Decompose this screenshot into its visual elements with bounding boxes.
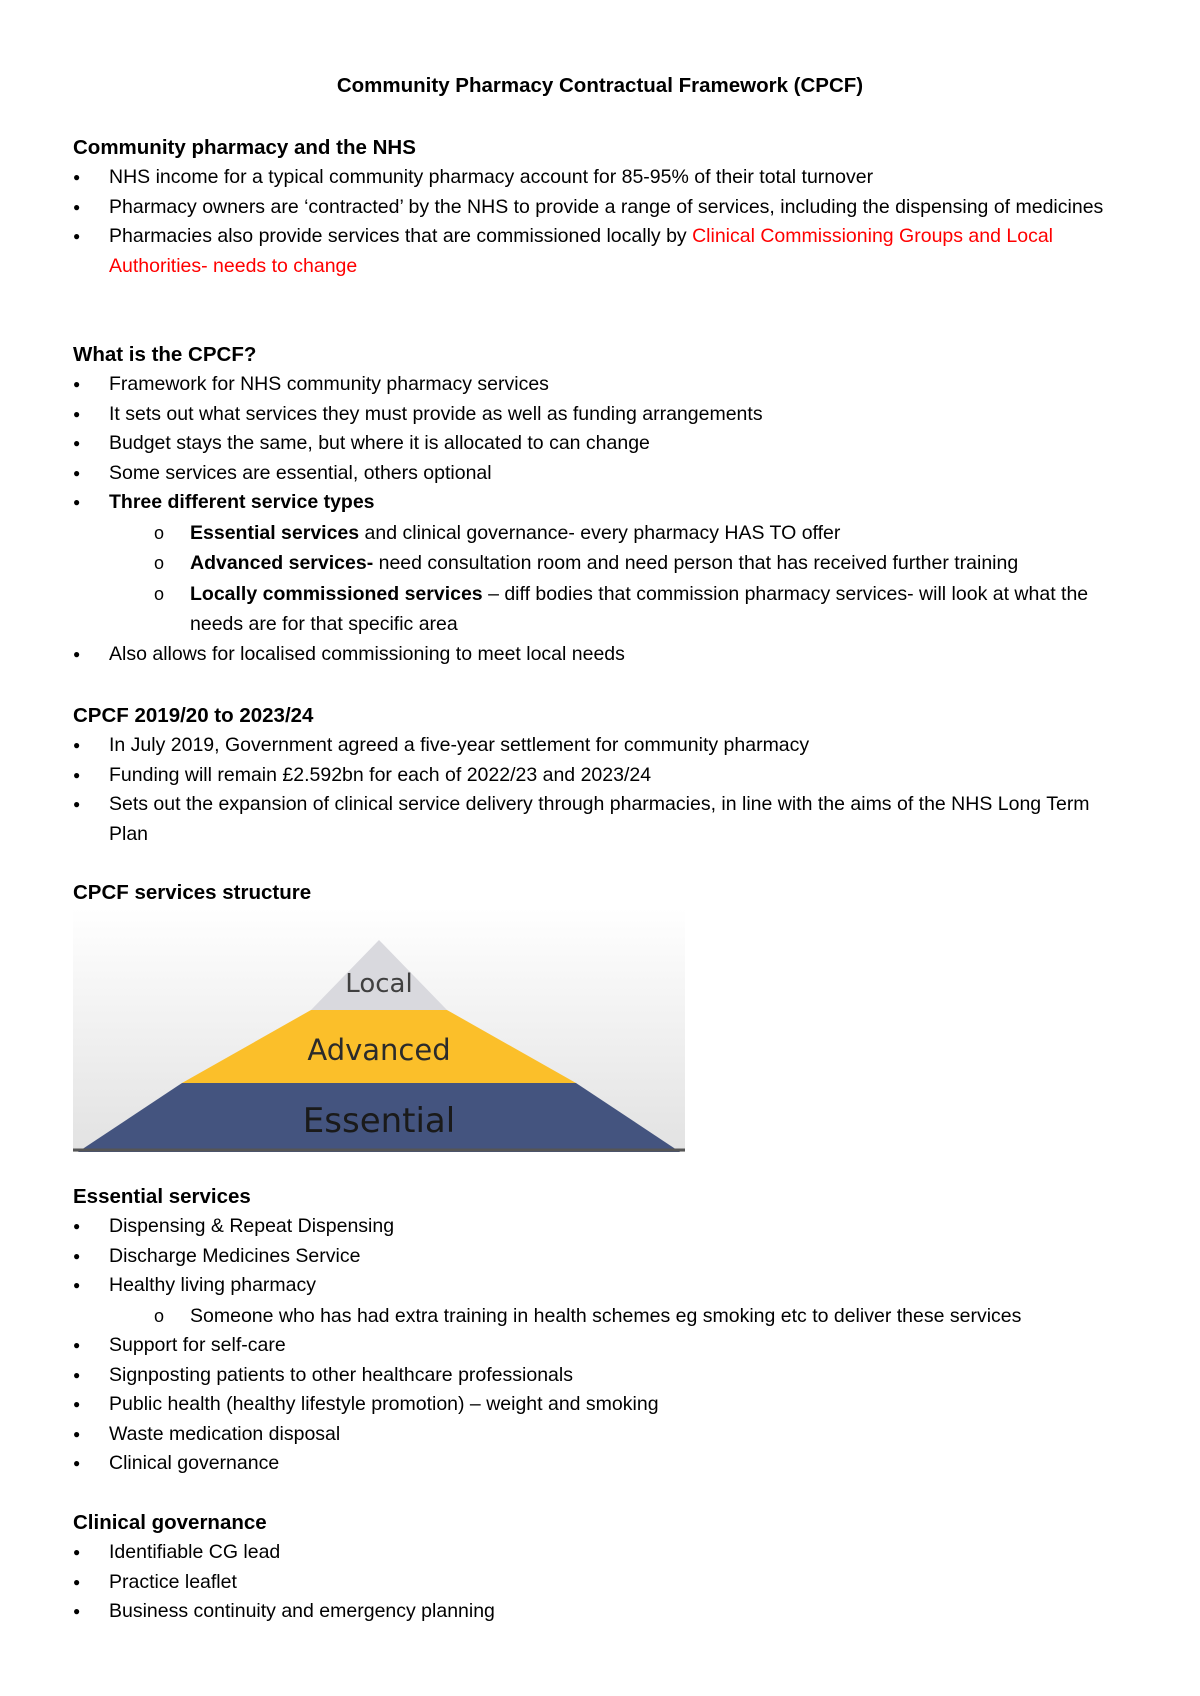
sub-list-item	[109, 579, 1133, 640]
list-item: ● Dispensing & Repeat Dispensing	[73, 1212, 1133, 1242]
section-services-structure	[73, 878, 1133, 908]
section-heading: CPCF services structure	[73, 881, 312, 904]
term: Advanced services-	[190, 552, 374, 574]
list-item: ● NHS income for a typical community pharmacy account for 85-95% of their total turnover	[73, 163, 1133, 193]
section-community-pharmacy	[73, 133, 1133, 281]
tier-label-advanced: Advanced	[307, 1033, 451, 1067]
list-item: ● Discharge Medicines Service	[73, 1242, 1133, 1272]
term: Essential services	[190, 521, 360, 544]
sub-list	[109, 1301, 1133, 1332]
list-item-text: Healthy living pharmacy	[109, 1274, 317, 1296]
section-heading: Community pharmacy and the NHS	[73, 136, 416, 159]
service-pyramid-diagram	[73, 908, 685, 1152]
list-item: ● Sets out the expansion of clinical service delivery through pharmacies, in line with the aims of the NHS Long Term Plan	[73, 790, 1133, 849]
list-item: ● Public health (healthy lifestyle promotion) – weight and smoking	[73, 1390, 1133, 1420]
list-item: ● Business continuity and emergency planning	[73, 1597, 1133, 1627]
term-description: need consultation room and need person that has received further training	[373, 552, 1019, 574]
list-item-text: Pharmacies also provide services that are commissioned locally by	[109, 225, 693, 247]
bullet-list	[73, 731, 1133, 849]
list-item: ● Waste medication disposal	[73, 1420, 1133, 1450]
list-item: ● Signposting patients to other healthcare professionals	[73, 1361, 1133, 1391]
highlighted-note: Clinical Commissioning Groups and Local Authorities- needs to change	[109, 225, 1053, 277]
list-item: ● Support for self-care	[73, 1331, 1133, 1361]
sub-list-item	[109, 548, 1133, 579]
section-heading: CPCF 2019/20 to 2023/24	[73, 704, 314, 727]
service-types-heading: Three different service types	[109, 491, 375, 513]
bullet-list	[73, 370, 1133, 669]
sub-list-item: o Someone who has had extra training in health schemes eg smoking etc to deliver these services	[109, 1301, 1133, 1332]
list-item: ● Identifiable CG lead	[73, 1538, 1133, 1568]
list-item: ● Budget stays the same, but where it is allocated to can change	[73, 429, 1133, 459]
bullet-list	[73, 1538, 1133, 1627]
list-item: ● Practice leaflet	[73, 1568, 1133, 1598]
list-item: ● Pharmacy owners are ‘contracted’ by the NHS to provide a range of services, including the dispensing of medicines	[73, 193, 1133, 223]
list-item	[73, 488, 1133, 640]
list-item: ● Funding will remain £2.592bn for each of 2022/23 and 2023/24	[73, 761, 1133, 791]
tier-label-local: Local	[345, 969, 413, 999]
list-item: ● In July 2019, Government agreed a five-year settlement for community pharmacy	[73, 731, 1133, 761]
list-item: ● Framework for NHS community pharmacy services	[73, 370, 1133, 400]
section-cpcf-settlement	[73, 701, 1133, 849]
section-heading: Clinical governance	[73, 1511, 267, 1534]
sub-list	[109, 518, 1133, 640]
tier-label-essential: Essential	[302, 1101, 456, 1141]
term-description: – diff bodies that commission pharmacy services- will look at what the needs are for that specific area	[190, 582, 1089, 635]
bullet-list	[73, 163, 1133, 281]
list-item: ● Clinical governance	[73, 1449, 1133, 1479]
term-description: and clinical governance- every pharmacy HAS TO offer	[359, 521, 841, 544]
bullet-list	[73, 1212, 1133, 1479]
list-item	[73, 1271, 1133, 1331]
list-item: ● It sets out what services they must provide as well as funding arrangements	[73, 400, 1133, 430]
list-item	[73, 222, 1133, 281]
term: Locally commissioned services	[190, 582, 483, 605]
section-heading: What is the CPCF?	[73, 343, 257, 366]
section-heading: Essential services	[73, 1185, 251, 1208]
document-title: Community Pharmacy Contractual Framework (CPCF)	[336, 74, 864, 97]
section-essential-services	[73, 1182, 1133, 1479]
pyramid-svg	[73, 908, 685, 1152]
sub-list-item	[109, 518, 1133, 549]
section-what-is-cpcf	[73, 340, 1133, 669]
section-clinical-governance	[73, 1508, 1133, 1627]
list-item: ● Also allows for localised commissioning to meet local needs	[73, 640, 1133, 670]
list-item: ● Some services are essential, others optional	[73, 459, 1133, 489]
